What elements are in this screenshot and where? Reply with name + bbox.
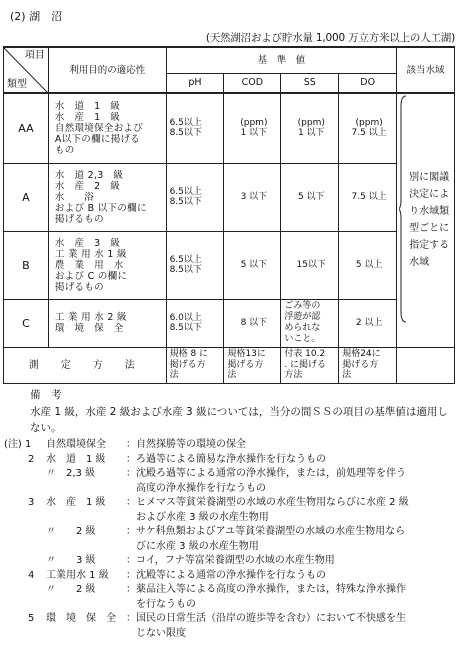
- ss-aa: [281, 93, 339, 163]
- cell-line: 8 以下: [240, 318, 268, 328]
- method-do: [339, 347, 397, 383]
- cell-line: および B 以下の欄に: [54, 202, 147, 214]
- method-ph: [166, 347, 224, 383]
- purpose-b: [48, 231, 166, 299]
- note-text: 高度の浄水操作を行なうもの: [136, 482, 266, 494]
- cell-line: 1 以下: [297, 128, 325, 139]
- cod-a: [224, 163, 281, 231]
- note-text: および水産 3 級の水産生物用: [136, 511, 269, 523]
- cod-aa: [224, 93, 281, 163]
- header-purpose: 利用目的の適応性: [48, 47, 166, 93]
- cell-line: 掲げる方: [169, 359, 206, 370]
- cell-line: 6.5以上: [169, 187, 202, 197]
- method-label: 測 定 方 法: [4, 347, 167, 383]
- note-row: [2, 612, 457, 627]
- note-text: ：コイ，フナ等富栄養湖型の水域の水産生物用: [126, 555, 335, 566]
- note-text: ：沈殿ろ過等による通常の浄水操作，または，前処理等を伴う: [126, 468, 406, 479]
- cell-line: 水 道 1 級: [54, 100, 121, 112]
- section-title: (2) 湖 沼: [10, 10, 63, 23]
- cell-line: および C の欄に: [54, 270, 128, 282]
- cod-c: [224, 299, 281, 347]
- note-label: 水 産 1 級: [46, 497, 106, 508]
- do-a: [339, 163, 397, 231]
- do-b: [339, 231, 397, 299]
- method-cod: [224, 347, 281, 383]
- cell-line: 法: [227, 370, 237, 381]
- cell-line: 浮遊が認: [284, 312, 321, 322]
- purpose-aa: [48, 93, 166, 163]
- cell-line: 8.5以下: [169, 265, 202, 275]
- note-label: 工業用水 1 級: [46, 569, 109, 581]
- ph-aa: [166, 93, 224, 163]
- note-text: ：サケ科魚類およびアユ等貧栄養湖型の水域の水産生物用なら: [126, 526, 406, 537]
- ph-a: [166, 163, 224, 231]
- cell-line: 5 以下: [297, 192, 325, 202]
- cell-line: . に掲げる: [284, 359, 327, 370]
- cell-line: 水 産 1 級: [54, 111, 121, 123]
- cell-line: いこと。: [284, 334, 321, 344]
- cell-line: 付表 10.2: [284, 349, 326, 360]
- ph-c: [166, 299, 224, 347]
- cell-line: 指定する: [409, 240, 450, 252]
- lake-standards-table: [3, 46, 455, 384]
- cell-line: 5 以上: [355, 260, 383, 270]
- note-text: ：国民の日常生活（沿岸の遊歩等を含む）において不快感を生: [126, 613, 406, 624]
- brace-icon: [399, 94, 407, 324]
- cell-line: 法: [342, 370, 352, 381]
- header-item-label: 項目: [24, 50, 45, 61]
- note-number: 3: [28, 497, 35, 508]
- note-row: [2, 511, 457, 526]
- remarks-body: 水産 1 級，水産 2 級および水産 3 級については，当分の間ＳＳの項目の基準値は適用しない。: [30, 406, 448, 434]
- note-row: [2, 496, 457, 511]
- note-label: 環 境 保 全: [46, 613, 116, 624]
- cell-line: 水 産 3 級: [54, 237, 121, 249]
- region-text: [409, 169, 454, 271]
- cell-line: 1 以下: [240, 128, 268, 139]
- cell-line: 5 以下: [240, 260, 268, 270]
- method-region-empty: [397, 347, 455, 383]
- cell-line: 水 産 2 級: [54, 180, 121, 192]
- note-text: ：自然探勝等の環境の保全: [126, 439, 246, 450]
- note-text: を行なうもの: [136, 598, 196, 610]
- cell-line: 方法: [284, 370, 303, 381]
- header-standard-value: 基 準 値: [166, 47, 397, 73]
- cell-line: 3 以下: [240, 192, 268, 202]
- ph-b: [166, 231, 224, 299]
- note-row: [2, 438, 457, 453]
- note-row: [2, 525, 457, 540]
- cell-line: ごみ等の: [284, 301, 321, 311]
- cell-line: 別に閣議: [409, 172, 450, 184]
- cod-b: [224, 231, 281, 299]
- type-c: C: [4, 299, 49, 347]
- cell-line: 工 業 用 水 1 級: [54, 248, 127, 260]
- note-text: ：ろ過等による簡易な浄水操作を行なうもの: [126, 453, 326, 465]
- cell-line: 法: [169, 370, 179, 381]
- note-number: (注) 1: [4, 439, 32, 450]
- note-row: [2, 554, 457, 569]
- purpose-a: [48, 163, 166, 231]
- cell-line: 農 業 用 水: [54, 259, 124, 271]
- cell-line: 6.0以上: [169, 313, 202, 323]
- header-ss: SS: [281, 73, 339, 93]
- header-cod: COD: [224, 73, 281, 93]
- type-b: B: [4, 231, 49, 299]
- cell-line: り水域類: [409, 206, 450, 218]
- header-region: 該当水域: [397, 47, 455, 93]
- cell-line: 自然環境保全および: [54, 122, 144, 134]
- cell-line: A以下の欄に掲げる: [54, 133, 141, 145]
- cell-line: 8.5以下: [169, 197, 202, 207]
- cell-line: 掲げる方: [227, 359, 264, 370]
- cell-line: められな: [284, 323, 321, 333]
- header-do: DO: [339, 73, 397, 93]
- note-label: 〃 2 級: [46, 584, 96, 595]
- header-diagonal-cell: [4, 47, 49, 93]
- note-label: 自然環境保全: [46, 439, 106, 450]
- table-subtitle: (天然湖沼および貯水量 1,000 万立方米以上の人工湖): [205, 32, 455, 44]
- note-label: 水 道 1 級: [46, 453, 106, 465]
- type-a: A: [4, 163, 49, 231]
- cell-line: 15以下: [296, 260, 326, 270]
- cell-line: 規格24に: [342, 349, 381, 360]
- note-text: びに水産 3 級の水産生物用: [136, 540, 259, 552]
- note-text: ：ヒメマス等貧栄養湖型の水域の水産生物用ならびに水産 2 級: [126, 497, 409, 508]
- note-label: 〃 3 級: [46, 555, 96, 566]
- cell-line: (ppm): [355, 118, 383, 129]
- do-c: [339, 299, 397, 347]
- header-type-label: 類型: [7, 79, 27, 90]
- region-cell: [397, 93, 455, 347]
- header-ph: pH: [166, 73, 224, 93]
- notes-list: [2, 438, 457, 641]
- cell-line: (ppm): [240, 118, 268, 129]
- cell-line: 掲げる方: [342, 359, 379, 370]
- note-number: 4: [28, 569, 35, 581]
- note-text: ：沈殿等による通常の浄水操作を行なうもの: [126, 569, 326, 581]
- cell-line: 7.5 以上: [351, 192, 387, 202]
- cell-line: 環 境 保 全: [54, 323, 124, 334]
- ss-c: [281, 299, 339, 347]
- note-row: [2, 627, 457, 642]
- do-aa: [339, 93, 397, 163]
- cell-line: 工 業 用 水 2 級: [54, 312, 127, 323]
- ss-a: [281, 163, 339, 231]
- cell-line: 7.5 以上: [351, 128, 387, 139]
- note-text: ：薬品注入等による高度の浄水操作，または，特殊な浄水操作: [126, 584, 406, 595]
- cell-line: 8.5以下: [169, 128, 202, 139]
- type-aa: AA: [4, 93, 49, 163]
- note-row: [2, 540, 457, 555]
- note-row: [2, 569, 457, 584]
- note-row: [2, 482, 457, 497]
- method-ss: [281, 347, 339, 383]
- cell-line: 水 浴: [54, 191, 95, 203]
- cell-line: 水 道 2,3 級: [54, 169, 124, 181]
- cell-line: 規格 8 に: [169, 349, 209, 360]
- cell-line: 掲げるもの: [54, 281, 104, 293]
- note-number: 2: [28, 453, 35, 465]
- note-row: [2, 453, 457, 468]
- cell-line: 規格13に: [227, 349, 266, 360]
- note-text: じない限度: [136, 627, 186, 639]
- cell-line: 決定によ: [409, 189, 450, 201]
- ss-b: [281, 231, 339, 299]
- cell-line: 掲げるもの: [54, 213, 104, 225]
- note-row: [2, 598, 457, 613]
- cell-line: 8.5以下: [169, 323, 202, 333]
- note-number: 5: [28, 613, 35, 624]
- note-label: 〃 2,3 級: [46, 468, 96, 479]
- cell-line: 型ごとに: [409, 223, 450, 235]
- cell-line: もの: [54, 144, 75, 156]
- remarks-title: 備 考: [30, 389, 62, 401]
- cell-line: 水域: [409, 257, 430, 269]
- cell-line: (ppm): [297, 118, 325, 129]
- cell-line: 6.5以上: [169, 255, 202, 265]
- cell-line: 2 以上: [355, 318, 383, 328]
- note-row: [2, 583, 457, 598]
- note-label: 〃 2 級: [46, 526, 96, 537]
- cell-line: 6.5以上: [169, 118, 202, 129]
- purpose-c: [48, 299, 166, 347]
- note-row: [2, 467, 457, 482]
